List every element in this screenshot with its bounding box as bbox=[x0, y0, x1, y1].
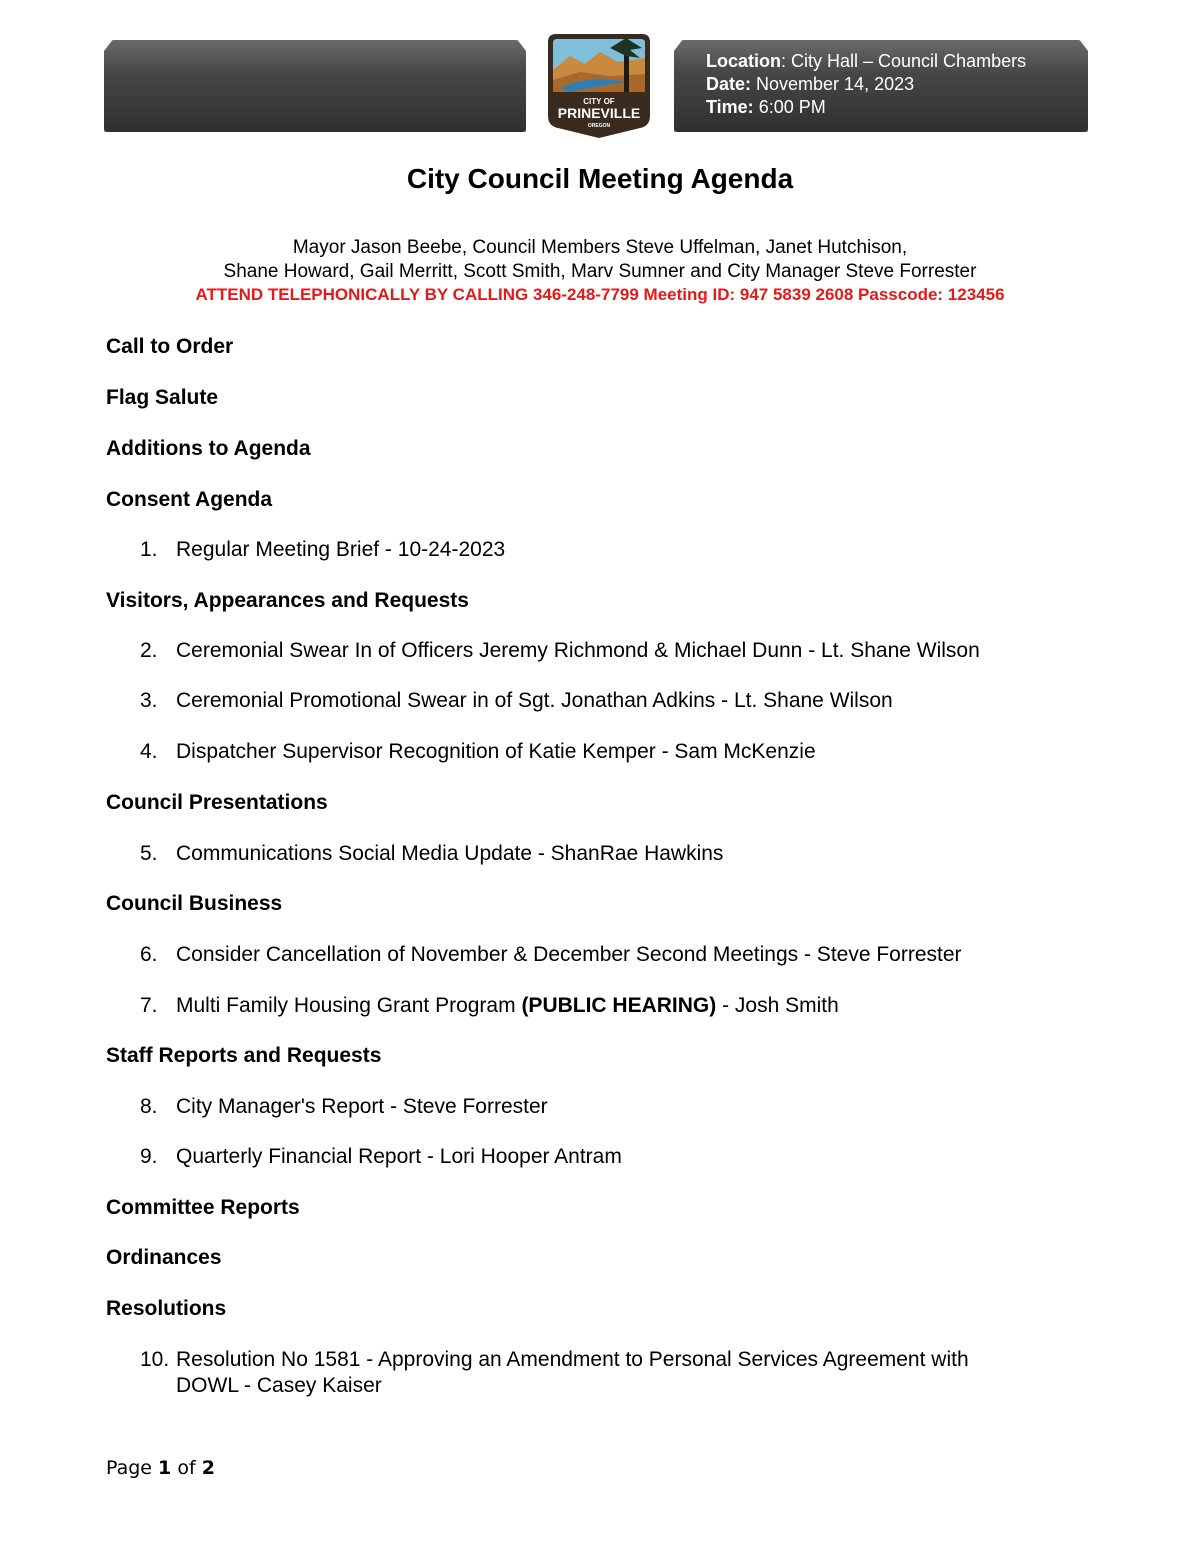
item-number: 8. bbox=[140, 1095, 158, 1118]
item-number: 6. bbox=[140, 943, 158, 966]
section-consent: Consent Agenda bbox=[106, 488, 273, 511]
time-value: 6:00 PM bbox=[753, 97, 826, 117]
location-value: : City Hall – Council Chambers bbox=[781, 51, 1027, 71]
agenda-item bbox=[140, 739, 816, 765]
item-number: 7. bbox=[140, 994, 158, 1017]
item-text: Consider Cancellation of November & December Second Meetings - Steve Forrester bbox=[176, 943, 962, 966]
item-text-post: - Josh Smith bbox=[716, 994, 839, 1017]
agenda-item bbox=[140, 688, 893, 714]
item-number: 5. bbox=[140, 842, 158, 865]
agenda-item bbox=[140, 1347, 969, 1399]
item-text bbox=[176, 993, 839, 1019]
of-word: of bbox=[171, 1457, 202, 1479]
agenda-item bbox=[140, 638, 980, 664]
section-ordinances: Ordinances bbox=[106, 1246, 222, 1269]
section-call-to-order: Call to Order bbox=[106, 335, 234, 358]
logo-line3: OREGON bbox=[587, 123, 611, 129]
page-word: Page bbox=[106, 1457, 159, 1479]
phone-notice: ATTEND TELEPHONICALLY BY CALLING 346-248-7799 Meeting ID: 947 5839 2608 Passcode: 123456 bbox=[195, 285, 1005, 304]
section-visitors: Visitors, Appearances and Requests bbox=[106, 589, 469, 612]
date-value: November 14, 2023 bbox=[751, 74, 915, 94]
item-text-line1: Resolution No 1581 - Approving an Amendment to Personal Services Agreement with bbox=[176, 1348, 969, 1371]
date-label: Date: bbox=[706, 74, 752, 94]
section-committee: Committee Reports bbox=[106, 1196, 300, 1219]
page-total: 2 bbox=[201, 1457, 215, 1479]
agenda-item bbox=[140, 942, 962, 968]
item-number: 2. bbox=[140, 639, 158, 662]
attendees bbox=[0, 236, 1200, 284]
item-text-pre: Multi Family Housing Grant Program bbox=[176, 994, 522, 1017]
attendees-line1: Mayor Jason Beebe, Council Members Steve Uffelman, Janet Hutchison, bbox=[292, 237, 908, 258]
meeting-meta bbox=[706, 50, 1026, 119]
section-resolutions: Resolutions bbox=[106, 1297, 227, 1320]
section-additions: Additions to Agenda bbox=[106, 437, 311, 460]
time-label: Time: bbox=[706, 97, 754, 117]
item-text-line2: DOWL - Casey Kaiser bbox=[176, 1374, 382, 1397]
agenda-item bbox=[140, 993, 839, 1019]
section-business: Council Business bbox=[106, 892, 283, 915]
agenda-item bbox=[140, 537, 505, 563]
agenda-item bbox=[140, 1094, 548, 1120]
logo-line1: CITY OF bbox=[583, 97, 615, 106]
section-presentations: Council Presentations bbox=[106, 791, 328, 814]
header-bar-left bbox=[104, 40, 526, 132]
item-number: 9. bbox=[140, 1145, 158, 1168]
item-number: 3. bbox=[140, 689, 158, 712]
item-text: Regular Meeting Brief - 10-24-2023 bbox=[176, 538, 506, 561]
item-text: Ceremonial Swear In of Officers Jeremy Richmond & Michael Dunn - Lt. Shane Wilson bbox=[176, 639, 980, 662]
logo-line2: PRINEVILLE bbox=[557, 105, 641, 121]
attendees-line2: Shane Howard, Gail Merritt, Scott Smith, Marv Sumner and City Manager Steve Forrester bbox=[223, 261, 977, 282]
page-number: 1 bbox=[158, 1457, 172, 1479]
item-text: Dispatcher Supervisor Recognition of Katie Kemper - Sam McKenzie bbox=[176, 740, 816, 763]
item-number: 10. bbox=[140, 1348, 170, 1371]
item-text bbox=[176, 1347, 969, 1399]
item-text: City Manager's Report - Steve Forrester bbox=[176, 1095, 548, 1118]
location-label: Location bbox=[706, 51, 781, 71]
city-logo bbox=[540, 30, 658, 142]
section-staff: Staff Reports and Requests bbox=[106, 1044, 382, 1067]
agenda-item bbox=[140, 1144, 622, 1170]
item-number: 1. bbox=[140, 538, 158, 561]
page-title: City Council Meeting Agenda bbox=[406, 163, 794, 194]
section-flag-salute: Flag Salute bbox=[106, 386, 219, 409]
item-text: Communications Social Media Update - ShanRae Hawkins bbox=[176, 842, 724, 865]
item-number: 4. bbox=[140, 740, 158, 763]
page-footer bbox=[106, 1457, 215, 1479]
item-text: Ceremonial Promotional Swear in of Sgt. Jonathan Adkins - Lt. Shane Wilson bbox=[176, 689, 893, 712]
item-text: Quarterly Financial Report - Lori Hooper Antram bbox=[176, 1145, 622, 1168]
agenda-item bbox=[140, 841, 723, 867]
public-hearing-label: (PUBLIC HEARING) bbox=[521, 994, 717, 1017]
